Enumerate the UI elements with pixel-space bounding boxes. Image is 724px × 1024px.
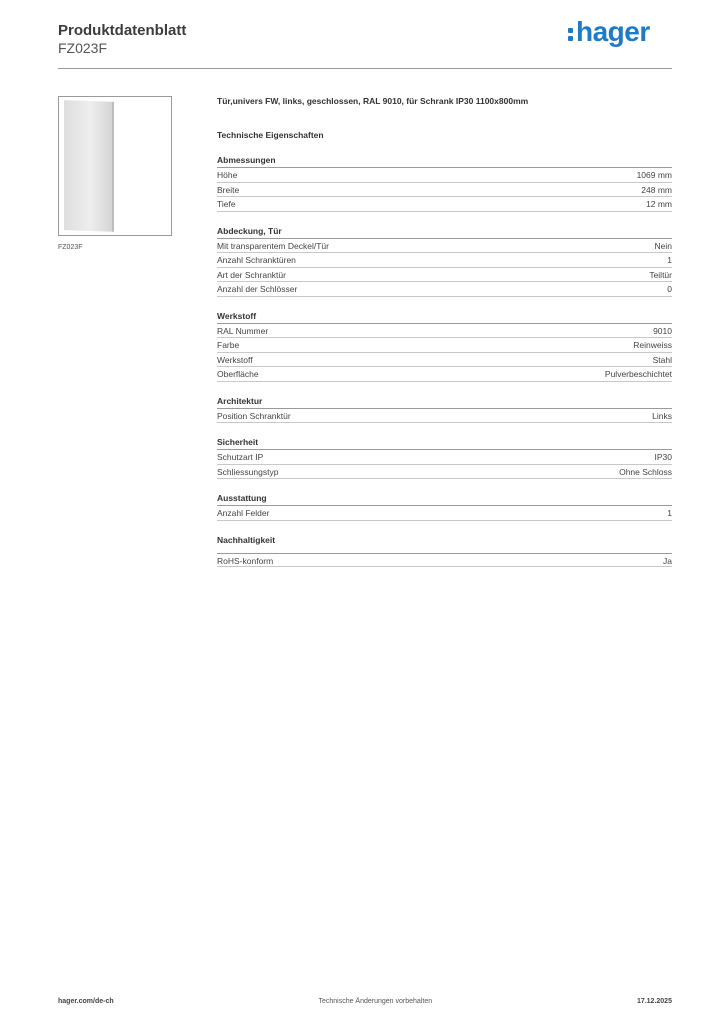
property-value: 12 mm — [646, 199, 672, 209]
section-title: Architektur — [217, 395, 672, 409]
footer-date: 17.12.2025 — [636, 998, 672, 1005]
door-panel-illustration — [64, 100, 114, 232]
section-title: Nachhaltigkeit — [217, 534, 276, 545]
property-label: Anzahl der Schlösser — [217, 284, 298, 294]
property-row — [217, 506, 672, 521]
product-description: Tür,univers FW, links, geschlossen, RAL 9010, für Schrank IP30 1100x800mm — [217, 96, 529, 106]
property-row — [217, 239, 672, 254]
property-value: Ohne Schloss — [619, 466, 672, 477]
section-abmessungen — [217, 154, 672, 212]
property-label: Farbe — [217, 340, 240, 350]
property-row — [217, 450, 672, 465]
property-label: Anzahl Schranktüren — [217, 255, 296, 265]
property-value: Teiltür — [649, 269, 672, 280]
property-label: Tiefe — [217, 199, 236, 209]
section-title: Abmessungen — [217, 154, 672, 168]
logo-text: hager — [576, 16, 650, 47]
property-label: Oberfläche — [217, 369, 259, 379]
property-label: RAL Nummer — [217, 325, 269, 336]
technical-properties-heading: Technische Eigenschaften — [217, 130, 324, 140]
section-nachhaltigkeit — [217, 534, 672, 568]
property-value: Reinweiss — [633, 340, 672, 350]
product-image — [58, 96, 172, 236]
section-sicherheit — [217, 436, 672, 479]
property-value: Stahl — [652, 354, 672, 365]
property-row — [217, 268, 672, 283]
property-row — [217, 253, 672, 268]
property-label: Schliessungstyp — [217, 466, 279, 477]
section-abdeckung-tür — [217, 225, 672, 297]
property-value: Ja — [663, 555, 672, 566]
property-row — [217, 553, 672, 568]
property-value: 1 — [667, 255, 672, 265]
property-row — [217, 353, 672, 368]
section-title: Abdeckung, Tür — [217, 225, 672, 239]
section-title: Werkstoff — [217, 310, 672, 324]
logo-dots-icon — [568, 28, 573, 41]
property-row — [217, 282, 672, 297]
property-row — [217, 367, 672, 382]
property-row — [217, 465, 672, 480]
property-label: Höhe — [217, 170, 238, 180]
property-value: IP30 — [654, 452, 672, 462]
property-row — [217, 409, 672, 424]
product-code: FZ023F — [58, 40, 108, 56]
footer-note: Technische Änderungen vorbehalten — [318, 998, 433, 1005]
property-label: Position Schranktür — [217, 410, 291, 421]
property-label: Werkstoff — [217, 354, 253, 365]
property-value: 248 mm — [641, 184, 672, 195]
property-label: RoHS-konform — [217, 555, 274, 566]
property-value: 1 — [667, 508, 672, 518]
property-value: 9010 — [653, 325, 672, 336]
header-divider — [58, 68, 672, 69]
property-label: Anzahl Felder — [217, 508, 270, 518]
property-row — [217, 168, 672, 183]
property-value: 0 — [667, 284, 672, 294]
image-caption: FZ023F — [58, 244, 83, 251]
property-value: Nein — [654, 240, 672, 251]
section-title: Sicherheit — [217, 436, 672, 450]
footer-website[interactable]: hager.com/de-ch — [58, 998, 114, 1005]
property-row — [217, 338, 672, 353]
product-content — [217, 96, 672, 567]
property-value: Pulverbeschichtet — [604, 369, 672, 379]
footer — [58, 998, 672, 1005]
hager-logo — [568, 17, 650, 47]
section-werkstoff — [217, 310, 672, 382]
property-value: 1069 mm — [636, 170, 672, 180]
property-label: Art der Schranktür — [217, 269, 286, 280]
property-value: Links — [652, 410, 672, 421]
property-row — [217, 324, 672, 339]
section-title: Ausstattung — [217, 492, 672, 506]
property-label: Schutzart IP — [217, 452, 264, 462]
property-sections — [217, 154, 672, 567]
property-row — [217, 183, 672, 198]
property-label: Mit transparentem Deckel/Tür — [217, 240, 329, 251]
section-architektur — [217, 395, 672, 424]
section-ausstattung — [217, 492, 672, 521]
header — [58, 22, 186, 57]
property-label: Breite — [217, 184, 240, 195]
document-title: Produktdatenblatt — [58, 22, 187, 39]
property-row — [217, 197, 672, 212]
